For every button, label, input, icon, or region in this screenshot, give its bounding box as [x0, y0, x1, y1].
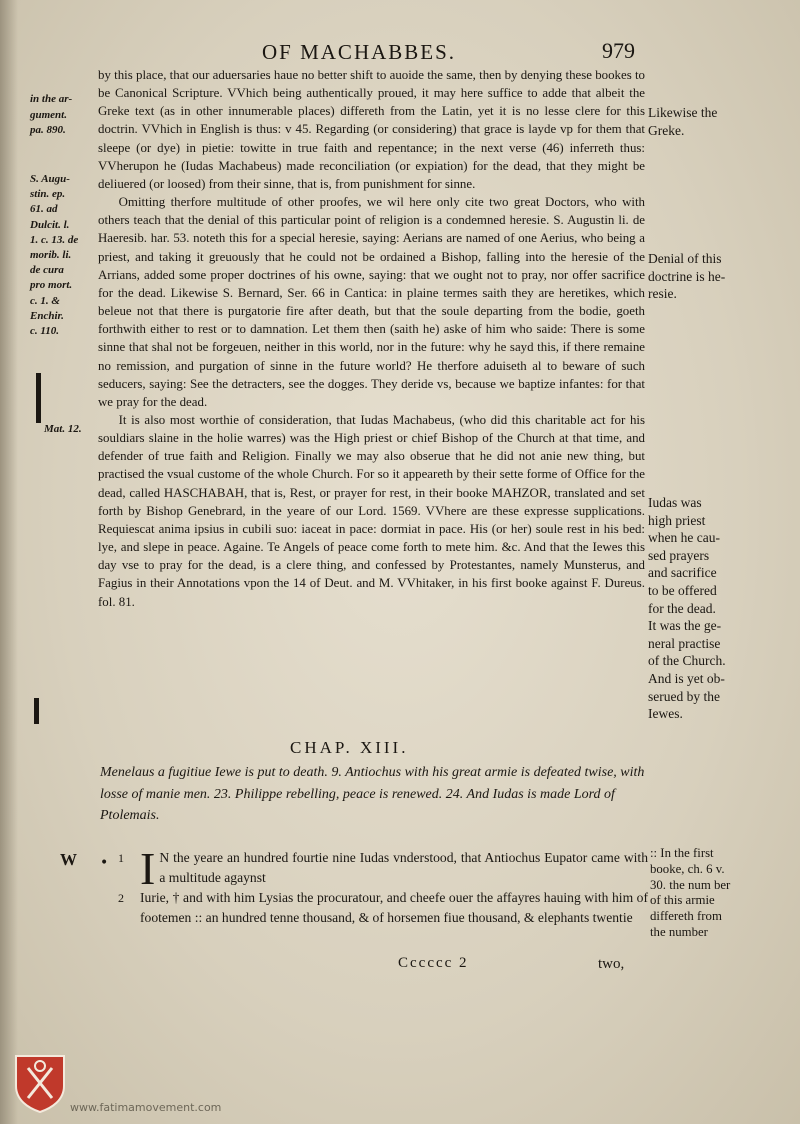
verse-number: 1	[118, 851, 124, 865]
right-margin-note-heresie: Denial of this doctrine is he- resie.	[648, 251, 726, 302]
chapter-argument: Menelaus a fugitiue Iewe is put to death. 9. Antiochus with his great armie is defeated twise, with losse of manie men. 23. Philippe rebelling, peace is renewed. 24. And Iudas is made Lord of Ptolemais.	[100, 765, 645, 823]
paragraph-iudas-priest: It is also most worthie of consideration, that Iudas Machabeus, (who did this charitable act for his souldiars slaine in the holie warres) was the High priest or chief Bishop of the Church at that time, and defender of true faith and Religion. Finally we may also obserue that he did not anie new thing, but practised the vsual custome of the whole Church. For so it appeareth by their sette forme of Office for the dead, called HASCHABAH, that is, Rest, or prayer for rest, in their booke MAHZOR, translated and set forth by Bishop Genebrard, in the yeare of our Lord. 1569. VVhere are these expresse supplications. Requiescat anima ipsius in cubili suo: iaceat in pace: dormiat in pace. His (or her) soule rest in his bed: lye, and slepe in peace. Againe. Te Angels of peace come forth to mete him. &c. And that the Iewes this day vse to pray for the dead, is a clere thing, and confessed by Protestantes, namely Munsterus, and Fagius in their Annotations vpon the 14 of Deut. and M. VVhitaker, in his first booke against F. Dureus. fol. 81.	[98, 412, 645, 609]
margin-bracket-mark	[36, 373, 41, 423]
left-margin-note-augustin: S. Augu- stin. ep. 61. ad Dulcit. l. 1. c. 13. de morib. li. de cura pro mort. c. 1. & Enchir. c. 110.	[30, 173, 79, 338]
main-text	[98, 66, 645, 611]
left-margin-note-matthew: Mat. 12.	[44, 423, 82, 435]
website-watermark: www.fatimamovement.com	[70, 1101, 222, 1114]
marginal-w-mark: W	[60, 850, 77, 869]
drop-capital: I	[140, 843, 156, 894]
paragraph-heresie: Omitting therfore multitude of other proofes, we wil here only cite two great Doctors, who with others teach that the denial of this particular point of religion is a condemned heresie. S. Augustin li. de Haeresib. har. 53. noteth this for a special heresie, saying: Aerians are named of one Aerius, who being a priest, and taking it greuously that he could not be ordained a Bishop, falling into the heresie of the Arrians, added some proper doctrines of his owne, saying: that we ought not to pray, nor offer sacrifice for the dead. Likewise S. Bernard, Ser. 66 in Cantica: in plaine termes saith they are heretikes, which beleue not that there is purgatorie fire after death, but that the soule departing from the bodie, goeth forthwith either to rest or to damnation. Let them then (saith he) aske of him who saide: There is some sinne that shal not be forgeuen, neither in this world, nor in the future: why he sayd this, if there remaine no remission, and purgation of sinne in the future world? He therfore aduiseth al to beware of such seducers, saying: See the detracters, see the dogges. They deride vs, because we baptize infantes: for that we pray for the dead.	[98, 195, 645, 409]
paragraph-greke-text: by this place, that our aduersaries haue no better shift to auoide the same, then by denying these bookes to be Canonical Scripture. VVhich being authentically proued, it may here suffice to adde that albeit the Greke text (as in other innumerable places) differeth from the Latin, yet it is no lesse clere for this doctrin. VVhich in English is thus: v 45. Regarding (or considering) that grace is layde vp for them that sleepe (or dye) in pietie: towitte in true faith and repentance; in the next verse (46) inferreth thus: VVherupon he (Iudas Machabeus) made reconciliation (or expiation) for the dead, that they might be deliuered (or loosed) from their sinne, that is, from punishment for sinne.	[98, 68, 645, 191]
verse-bullet: •	[100, 855, 109, 871]
signature-mark: Cccccc 2	[398, 955, 469, 971]
verse-1	[118, 843, 648, 894]
left-margin-note-argument: in the ar- gument. pa. 890.	[30, 93, 73, 136]
right-margin-note-high-priest: Iudas was high priest when he cau- sed prayers and sacrifice to be offered for the dead. It was the ge- neral practise of the Church. And is yet ob- serued by the Iewes.	[648, 495, 726, 722]
gutter-shadow	[0, 0, 18, 1124]
right-margin-note-first-booke: :: In the first booke, ch. 6 v. 30. the num ber of this armie differeth from the number	[650, 846, 731, 939]
page-number: 979	[602, 38, 635, 63]
verse-text: N the yeare an hundred fourtie nine Iudas vnderstood, that Antiochus Eupator came with a multitude agaynst	[159, 850, 648, 885]
catchword: two,	[598, 956, 625, 972]
right-margin-note-greke: Likewise the Greke.	[648, 105, 718, 138]
papal-keys-logo-icon	[12, 1052, 68, 1114]
verse-text: Iurie, † and with him Lysias the procuratour, and cheefe ouer the affayres hauing with him of footemen :: an hundred tenne thousand, & of horsemen fiue thousand, & elephants twentie	[140, 890, 648, 925]
verse-2	[118, 888, 648, 928]
margin-pointer-mark	[34, 698, 39, 724]
verse-block	[118, 843, 648, 928]
verse-number: 2	[118, 891, 124, 905]
chapter-title: CHAP. XIII.	[290, 738, 409, 757]
running-title: OF MACHABBES.	[262, 40, 457, 64]
